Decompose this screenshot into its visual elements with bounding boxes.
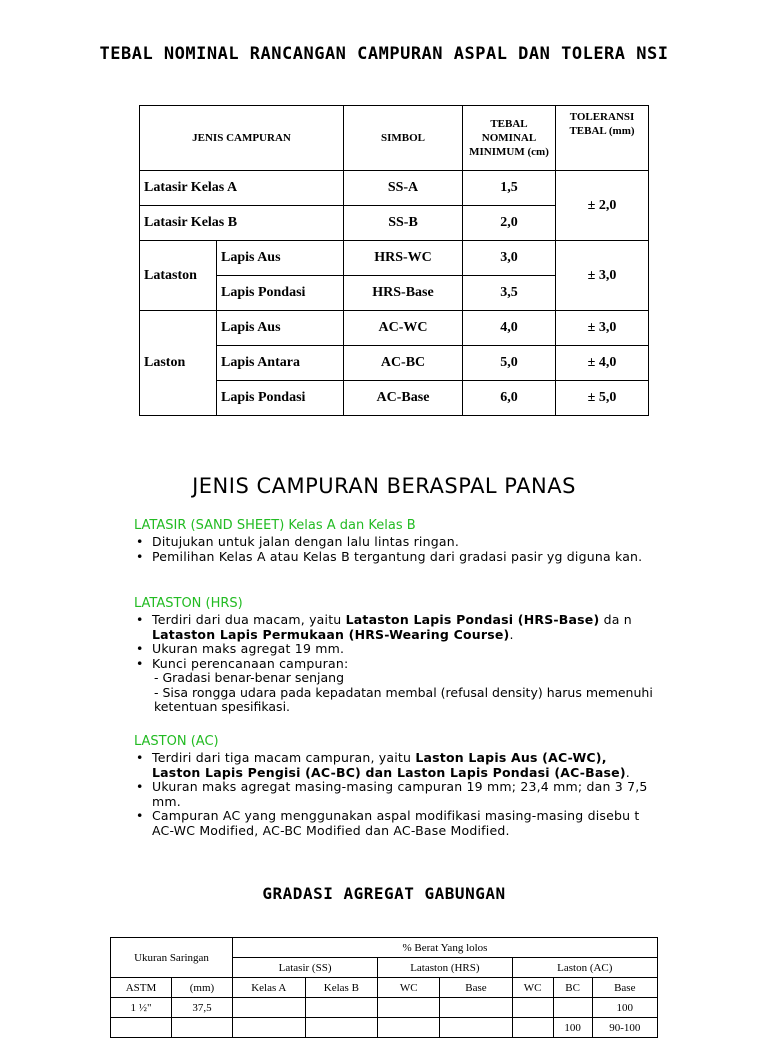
sub-label: Lapis Pondasi [217, 276, 344, 311]
sub-item: - Gradasi benar-benar senjang [154, 670, 345, 685]
header-hrs-base: Base [440, 978, 512, 998]
table-header-row [111, 938, 658, 958]
cell-tebal: 2,0 [463, 206, 556, 241]
latasir-section [134, 518, 654, 564]
sub-label: Lapis Antara [217, 346, 344, 381]
bullet-item [134, 780, 654, 809]
bullet-icon: • [136, 612, 144, 627]
bullet-icon: • [136, 641, 144, 656]
cell-value: 100 [553, 1018, 592, 1038]
header-tebal: TEBAL NOMINAL MINIMUM (cm) [463, 106, 556, 171]
header-ac-wc: WC [512, 978, 553, 998]
bullet-icon: • [136, 808, 144, 823]
cell-value: 100 [592, 998, 657, 1018]
cell-toleransi: ± 3,0 [556, 311, 649, 346]
gradation-heading: GRADASI AGREGAT GABUNGAN [262, 884, 506, 903]
bullet-icon: • [136, 534, 144, 549]
bold-text: Lataston Lapis Permukaan (HRS-Wearing Course) [152, 626, 510, 642]
cell-tebal: 3,5 [463, 276, 556, 311]
bullet-item [134, 535, 654, 550]
row-label: Latasir Kelas B [140, 206, 344, 241]
table-row [140, 171, 649, 206]
bullet-item [134, 613, 654, 642]
header-kelas-a: Kelas A [233, 978, 306, 998]
bullet-text: Pemilihan Kelas A atau Kelas B tergantung dari gradasi pasir yg diguna kan. [152, 548, 643, 564]
page-title: TEBAL NOMINAL RANCANGAN CAMPURAN ASPAL DAN TOLERA NSI [99, 44, 669, 64]
header-lataston: Lataston (HRS) [378, 958, 512, 978]
group-label: Lataston [140, 241, 217, 311]
sub-label: Lapis Aus [217, 241, 344, 276]
cell-empty [305, 1018, 378, 1038]
bullet-text: Campuran AC yang menggunakan aspal modifikasi masing-masing disebu t AC-WC Modified, AC-BC Modified dan AC-Base Modified. [152, 808, 640, 838]
header-ac-bc: BC [553, 978, 592, 998]
cell-mm [172, 1018, 233, 1038]
sub-item: - Sisa rongga udara pada kepadatan membal (refusal density) harus memenuhi ketentuan spesifikasi. [154, 684, 653, 714]
bullet-icon: • [136, 779, 144, 794]
bullet-icon: • [136, 655, 144, 671]
cell-empty [512, 1018, 553, 1038]
cell-toleransi: ± 5,0 [556, 381, 649, 416]
cell-empty [512, 998, 553, 1018]
header-astm: ASTM [111, 978, 172, 998]
bullet-text: . [625, 764, 630, 780]
cell-toleransi: ± 4,0 [556, 346, 649, 381]
bullet-item [134, 642, 654, 657]
cell-empty [553, 998, 592, 1018]
bullet-text: Ditujukan untuk jalan dengan lalu lintas ringan. [152, 534, 460, 549]
bold-text: Lataston Lapis Pondasi (HRS-Base) [345, 612, 600, 627]
header-mm: (mm) [172, 978, 233, 998]
header-ukuran: Ukuran Saringan [111, 938, 233, 978]
cell-toleransi: ± 3,0 [556, 241, 649, 311]
cell-tebal: 4,0 [463, 311, 556, 346]
cell-empty [378, 998, 440, 1018]
cell-simbol: AC-Base [344, 381, 463, 416]
cell-empty [305, 998, 378, 1018]
cell-empty [378, 1018, 440, 1038]
cell-astm [111, 1018, 172, 1038]
cell-empty [440, 1018, 512, 1038]
table-row [111, 998, 658, 1018]
sub-label: Lapis Pondasi [217, 381, 344, 416]
cell-astm: 1 ½" [111, 998, 172, 1018]
laston-heading: LASTON (AC) [134, 734, 219, 749]
bullet-item [134, 657, 654, 672]
bullet-item [134, 550, 654, 565]
cell-simbol: SS-B [344, 206, 463, 241]
table-header-row [111, 978, 658, 998]
bullet-text: da n [599, 612, 632, 627]
cell-simbol: HRS-Base [344, 276, 463, 311]
table-row [111, 1018, 658, 1038]
cell-tebal: 1,5 [463, 171, 556, 206]
table-row [140, 346, 649, 381]
cell-tebal: 6,0 [463, 381, 556, 416]
bullet-text: Terdiri dari tiga macam campuran, yaitu [152, 750, 416, 765]
latasir-heading: LATASIR (SAND SHEET) Kelas A dan Kelas B [134, 518, 416, 533]
bullet-icon: • [136, 548, 144, 564]
row-label: Latasir Kelas A [140, 171, 344, 206]
bullet-text: Ukuran maks agregat 19 mm. [152, 641, 345, 656]
bullet-item [134, 751, 654, 780]
header-laston: Laston (AC) [512, 958, 657, 978]
bullet-text: Ukuran maks agregat masing-masing campuran 19 mm; 23,4 mm; dan 3 7,5 mm. [152, 779, 648, 809]
header-jenis: JENIS CAMPURAN [140, 106, 344, 171]
cell-simbol: AC-WC [344, 311, 463, 346]
header-latasir: Latasir (SS) [233, 958, 378, 978]
group-label: Laston [140, 311, 217, 416]
cell-toleransi: ± 2,0 [556, 171, 649, 241]
header-kelas-b: Kelas B [305, 978, 378, 998]
bullet-text: Kunci perencanaan campuran: [152, 655, 349, 671]
header-toleransi: TOLERANSI TEBAL (mm) [556, 106, 649, 171]
cell-tebal: 5,0 [463, 346, 556, 381]
cell-simbol: SS-A [344, 171, 463, 206]
bullet-icon: • [136, 750, 144, 765]
lataston-section [134, 596, 654, 715]
header-ac-base: Base [592, 978, 657, 998]
gradation-table [110, 937, 658, 1038]
cell-empty [233, 998, 306, 1018]
bullet-text: Terdiri dari dua macam, yaitu [152, 612, 346, 627]
header-berat: % Berat Yang lolos [233, 938, 658, 958]
thickness-table [139, 105, 649, 416]
section-heading: JENIS CAMPURAN BERASPAL PANAS [192, 474, 576, 498]
cell-simbol: AC-BC [344, 346, 463, 381]
cell-empty [440, 998, 512, 1018]
cell-value: 90-100 [592, 1018, 657, 1038]
bullet-text: . [509, 626, 514, 642]
header-simbol: SIMBOL [344, 106, 463, 171]
cell-tebal: 3,0 [463, 241, 556, 276]
laston-section [134, 734, 654, 838]
table-header-row [140, 106, 649, 171]
bullet-item [134, 809, 654, 838]
cell-simbol: HRS-WC [344, 241, 463, 276]
table-row [140, 241, 649, 276]
header-hrs-wc: WC [378, 978, 440, 998]
lataston-heading: LATASTON (HRS) [134, 596, 243, 611]
table-row [140, 381, 649, 416]
sub-label: Lapis Aus [217, 311, 344, 346]
bold-text: Laston Lapis Aus (AC-WC), Laston Lapis Pengisi (AC-BC) dan Laston Lapis Pondasi (AC-Base) [152, 750, 626, 780]
cell-empty [233, 1018, 306, 1038]
cell-mm: 37,5 [172, 998, 233, 1018]
table-row [140, 311, 649, 346]
